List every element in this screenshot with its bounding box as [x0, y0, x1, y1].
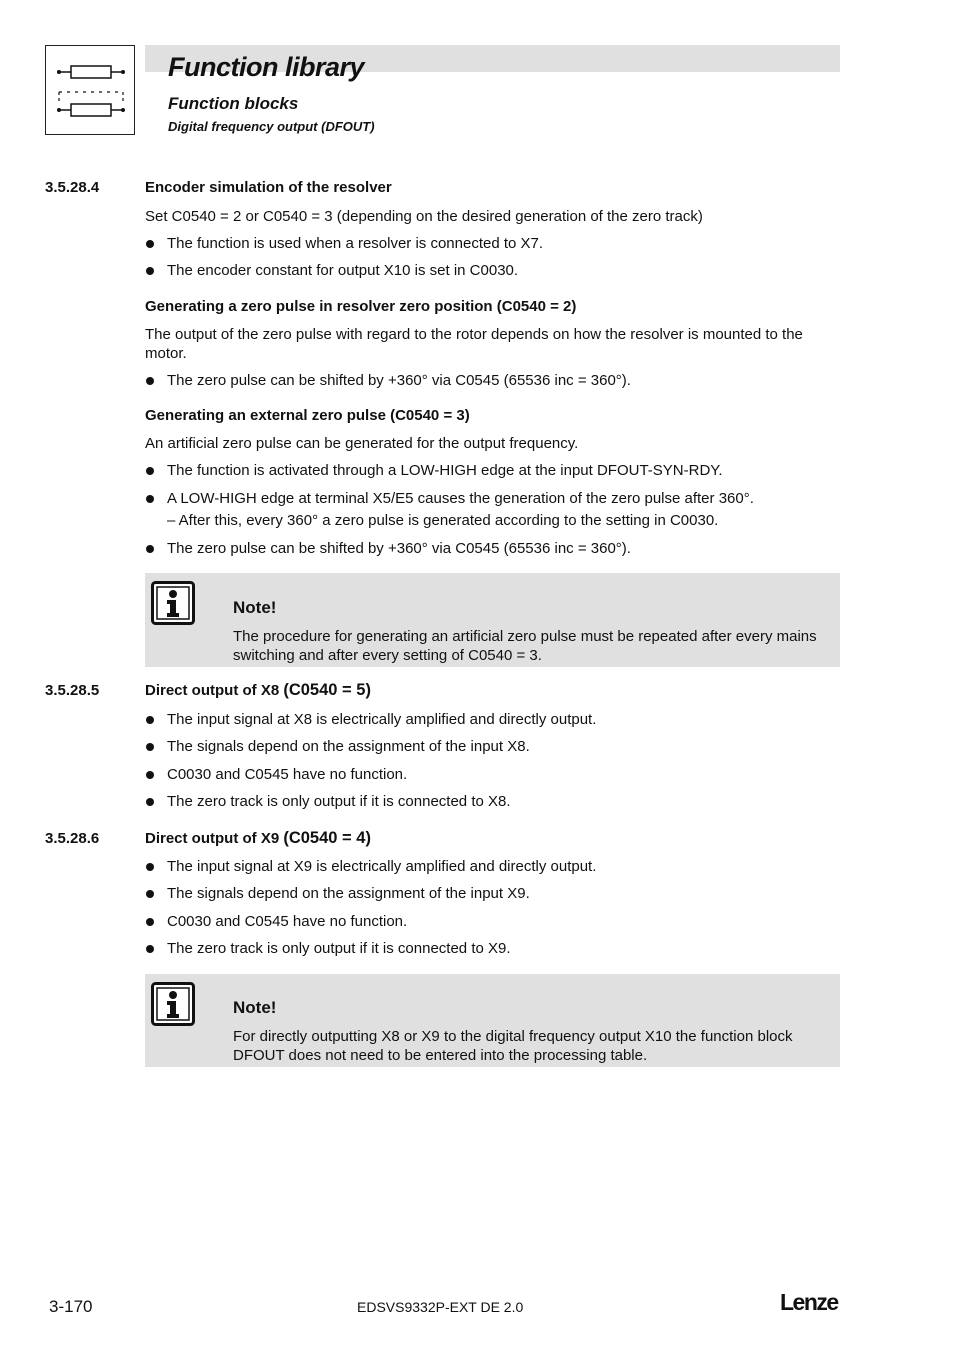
subsection-heading: Generating a zero pulse in resolver zero position (C0540 = 2) [145, 298, 577, 315]
note-title: Note! [233, 598, 277, 617]
bullet-icon [146, 267, 154, 275]
info-icon [151, 982, 195, 1026]
bullet-icon [146, 545, 154, 553]
note-title: Note! [233, 998, 277, 1017]
paragraph: An artificial zero pulse can be generated for the output frequency. [145, 435, 579, 452]
section-heading: Direct output of X9 (C0540 = 4) [145, 829, 371, 847]
note-box [145, 974, 840, 1067]
bullet-icon [146, 467, 154, 475]
bullet-icon [146, 716, 154, 724]
info-icon [151, 581, 195, 625]
bullet-icon [146, 495, 154, 503]
page-number: 3-170 [49, 1297, 93, 1316]
note-text: The procedure for generating an artificial zero pulse must be repeated after every mains switching and after every setting of C0540 = 3. [233, 628, 817, 664]
section-number: 3.5.28.5 [45, 682, 100, 699]
function-block-diagram-icon [46, 46, 134, 134]
bullet-icon [146, 918, 154, 926]
note-box [145, 573, 840, 667]
brand-logo: Lenze [780, 1289, 838, 1315]
bullet-icon [146, 377, 154, 385]
bullet-icon [146, 743, 154, 751]
section-heading: Encoder simulation of the resolver [145, 179, 392, 196]
bullet-icon [146, 771, 154, 779]
bullet-icon [146, 945, 154, 953]
subsection-heading: Generating an external zero pulse (C0540 = 3) [145, 407, 470, 424]
page-subtitle: Function blocks [168, 94, 299, 113]
bullet-icon [146, 890, 154, 898]
section-number: 3.5.28.6 [45, 830, 100, 847]
bullet-icon [146, 863, 154, 871]
note-text: For directly outputting X8 or X9 to the digital frequency output X10 the function block DFOUT does not need to be entered into the processing table. [233, 1028, 793, 1064]
function-block-logo [45, 45, 135, 135]
section-number: 3.5.28.4 [45, 179, 100, 196]
page-title: Function library [168, 52, 365, 82]
page-subsubtitle: Digital frequency output (DFOUT) [168, 119, 375, 134]
document-id: EDSVS9332P-EXT DE 2.0 [357, 1299, 524, 1315]
paragraph: The output of the zero pulse with regard to the rotor depends on how the resolver is mounted to the motor. [145, 326, 803, 362]
bullet-icon [146, 798, 154, 806]
bullet-icon [146, 240, 154, 248]
paragraph: Set C0540 = 2 or C0540 = 3 (depending on the desired generation of the zero track) [145, 208, 703, 225]
section-heading: Direct output of X8 (C0540 = 5) [145, 681, 371, 699]
